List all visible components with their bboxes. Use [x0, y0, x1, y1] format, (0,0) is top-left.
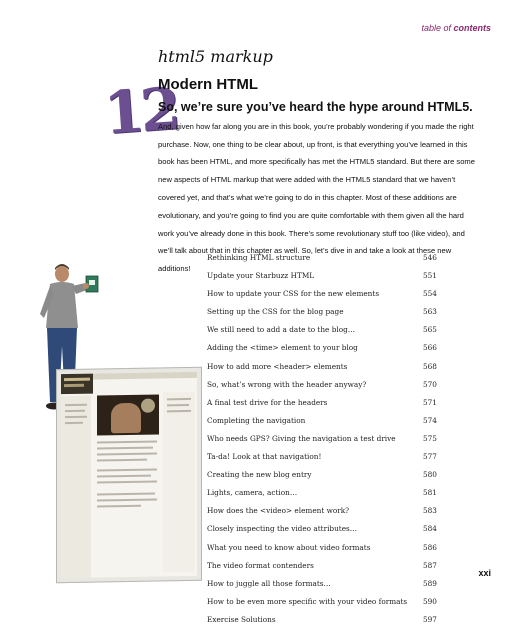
website-logo — [61, 374, 93, 395]
chapter-intro — [158, 99, 476, 281]
toc-entry[interactable] — [207, 307, 447, 325]
toc-entry-page: 590 — [423, 596, 437, 606]
toc-entry-page: 570 — [423, 379, 437, 389]
toc-entry-page: 577 — [423, 452, 437, 462]
website-right-column — [163, 392, 195, 573]
toc-entry-title: How to add more <header> elements — [207, 361, 348, 371]
toc-entry[interactable] — [207, 470, 447, 488]
toc-entry[interactable] — [207, 380, 447, 398]
toc-entry-title: Setting up the CSS for the blog page — [207, 307, 344, 317]
running-header-mid: of — [440, 23, 454, 33]
toc-entry[interactable] — [207, 579, 447, 597]
toc-entry-title: A final test drive for the headers — [207, 397, 328, 407]
toc-entry-page: 581 — [423, 488, 437, 498]
toc-entry-title: How does the <video> element work? — [207, 506, 350, 516]
toc-entry-page: 563 — [423, 307, 437, 317]
toc-entry-title: What you need to know about video formats — [207, 542, 371, 552]
toc-entry-title: How to be even more specific with your video formats — [207, 596, 408, 606]
toc-entry-page: 589 — [423, 578, 437, 588]
toc-entry-page: 554 — [423, 289, 437, 299]
website-screenshot-page — [61, 372, 197, 578]
toc-entry[interactable] — [207, 506, 447, 524]
toc-entry-title: How to update your CSS for the new elements — [207, 289, 380, 299]
toc-entry-title: How to juggle all those formats… — [207, 578, 331, 588]
toc-entry-title: We still need to add a date to the blog… — [207, 325, 356, 335]
toc-entry[interactable] — [207, 362, 447, 380]
toc-entry-page: 571 — [423, 397, 437, 407]
toc-entry-page: 565 — [423, 325, 437, 335]
running-header — [421, 23, 491, 33]
toc-entry-page: 546 — [423, 253, 437, 262]
toc-entry-page: 597 — [423, 614, 437, 624]
website-nav-bar — [93, 372, 197, 380]
toc-entry[interactable] — [207, 289, 447, 307]
toc-entry-title: Lights, camera, action… — [207, 488, 298, 498]
toc-entry[interactable] — [207, 253, 447, 271]
toc-entry[interactable] — [207, 488, 447, 506]
toc-entry[interactable] — [207, 343, 447, 361]
toc-entry[interactable] — [207, 325, 447, 343]
toc-entry[interactable] — [207, 416, 447, 434]
toc-entry-page: 580 — [423, 470, 437, 480]
toc-entry[interactable] — [207, 597, 447, 615]
toc-entry-title: Who needs GPS? Giving the navigation a test drive — [207, 433, 396, 443]
toc-entry-title: Adding the <time> element to your blog — [207, 343, 358, 353]
chapter-intro-lead: So, we’re sure you’ve heard the hype around HTML5. — [158, 100, 473, 114]
toc-list — [207, 253, 447, 633]
chapter-title: Modern HTML — [158, 76, 258, 93]
toc-entry-page: 575 — [423, 433, 437, 443]
toc-entry-page: 574 — [423, 415, 437, 425]
toc-entry-title: Update your Starbuzz HTML — [207, 271, 315, 281]
chapter-number: 12 — [101, 74, 180, 148]
toc-entry-title: Closely inspecting the video attributes… — [207, 524, 358, 534]
toc-entry-title: Completing the navigation — [207, 415, 306, 425]
toc-entry-page: 566 — [423, 343, 437, 353]
chapter-kicker: html5 markup — [158, 47, 273, 66]
toc-entry-title: Creating the new blog entry — [207, 470, 312, 480]
running-header-prefix: table — [421, 23, 441, 33]
toc-entry[interactable] — [207, 615, 447, 633]
toc-entry-page: 586 — [423, 542, 437, 552]
toc-entry-page: 551 — [423, 271, 437, 281]
toc-entry[interactable] — [207, 543, 447, 561]
toc-entry-page: 583 — [423, 506, 437, 516]
toc-entry[interactable] — [207, 398, 447, 416]
toc-entry[interactable] — [207, 561, 447, 579]
toc-entry-title: Ta-da! Look at that navigation! — [207, 452, 322, 462]
toc-entry[interactable] — [207, 524, 447, 542]
website-video-frame — [97, 394, 159, 435]
page-number: xxi — [478, 568, 491, 578]
chapter-intro-body: And, given how far along you are in this book, you’re probably wondering if you made the right purchase. Now, one thing to be clear about, up front, is that everything you’ve learned in this book has been HTML, and more specifically has met the HTML5 standard. But there are some new aspects of HTML markup that were added with the HTML5 standard that we haven’t covered yet, and that’s what we’re going to do in this chapter. Most of these additions are evolutionary, and you’re going to find you are quite comfortable with them given all the hard work you’ve already done in this book. There’s some revolutionary stuff too (like video), and we’ll talk about that in this chapter as well. So, let’s dive in and take a look at these new additions! — [158, 121, 475, 274]
toc-entry-title: Rethinking HTML structure — [207, 253, 311, 262]
website-screenshot-illustration — [56, 367, 202, 584]
toc-entry-page: 587 — [423, 560, 437, 570]
toc-entry[interactable] — [207, 452, 447, 470]
running-header-suffix: contents — [453, 23, 491, 33]
toc-entry-page: 568 — [423, 361, 437, 371]
toc-entry-title: The video format contenders — [207, 560, 314, 570]
toc-entry-page: 584 — [423, 524, 437, 534]
toc-entry[interactable] — [207, 271, 447, 289]
toc-entry-title: So, what’s wrong with the header anyway? — [207, 379, 367, 389]
toc-entry[interactable] — [207, 434, 447, 452]
toc-entry-title: Exercise Solutions — [207, 614, 276, 624]
